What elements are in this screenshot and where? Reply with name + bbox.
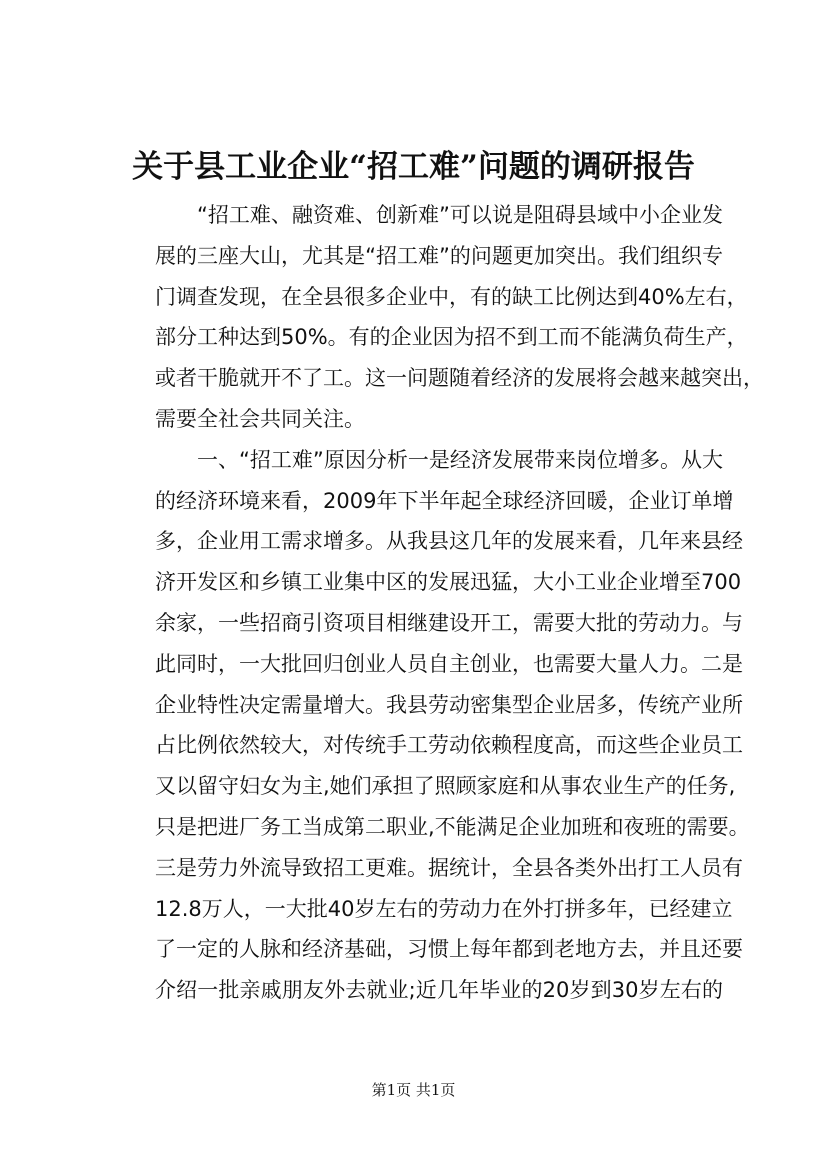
- paragraph-line: 余家，一些招商引资项目相继建设开工，需要大批的劳动力。与: [155, 610, 743, 635]
- paragraph-line: 只是把进厂务工当成第二职业,不能满足企业加班和夜班的需要。: [155, 814, 750, 839]
- paragraph-line: 了一定的人脉和经济基础，习惯上每年都到老地方去，并且还要: [155, 937, 743, 962]
- paragraph-line: 需要全社会共同关注。: [155, 406, 365, 431]
- paragraph-line: 12.8万人，一大批40岁左右的劳动力在外打拼多年，已经建立: [155, 896, 733, 921]
- document-body: [113, 195, 764, 1011]
- document-title: 关于县工业企业“招工难”问题的调研报告: [132, 149, 695, 185]
- paragraph-line: 一、“招工难”原因分析一是经济发展带来岗位增多。从大: [197, 447, 723, 472]
- page-footer: 第1页 共1页: [371, 1081, 456, 1099]
- paragraph-line: 或者干脆就开不了工。这一问题随着经济的发展将会越来越突出，: [155, 366, 764, 391]
- paragraph-line: 企业特性决定需量增大。我县劳动密集型企业居多，传统产业所: [155, 692, 743, 717]
- paragraph-line: 的经济环境来看，2009年下半年起全球经济回暖，企业订单增: [155, 488, 734, 513]
- paragraph-analysis: [113, 440, 750, 1011]
- paragraph-line: 部分工种达到50%。有的企业因为招不到工而不能满负荷生产，: [155, 325, 748, 350]
- paragraph-line: 多，企业用工需求增多。从我县这几年的发展来看，几年来县经: [155, 529, 743, 554]
- paragraph-line: 占比例依然较大，对传统手工劳动依赖程度高，而这些企业员工: [155, 733, 743, 758]
- paragraph-line: 此同时，一大批回归创业人员自主创业，也需要大量人力。二是: [155, 651, 743, 676]
- paragraph-line: 又以留守妇女为主,她们承担了照顾家庭和从事农业生产的任务,: [155, 774, 736, 799]
- paragraph-line: 济开发区和乡镇工业集中区的发展迅猛，大小工业企业增至700: [155, 570, 742, 595]
- paragraph-line: 门调查发现，在全县很多企业中，有的缺工比例达到40%左右，: [155, 284, 748, 309]
- paragraph-intro: [113, 195, 764, 440]
- paragraph-line: “招工难、融资难、创新难”可以说是阻碍县域中小企业发: [197, 203, 723, 227]
- paragraph-line: 三是劳力外流导致招工更难。据统计，全县各类外出打工人员有: [155, 855, 743, 880]
- paragraph-line: 展的三座大山，尤其是“招工难”的问题更加突出。我们组织专: [155, 243, 723, 268]
- paragraph-line: 介绍一批亲戚朋友外去就业;近几年毕业的20岁到30岁左右的: [155, 978, 723, 1003]
